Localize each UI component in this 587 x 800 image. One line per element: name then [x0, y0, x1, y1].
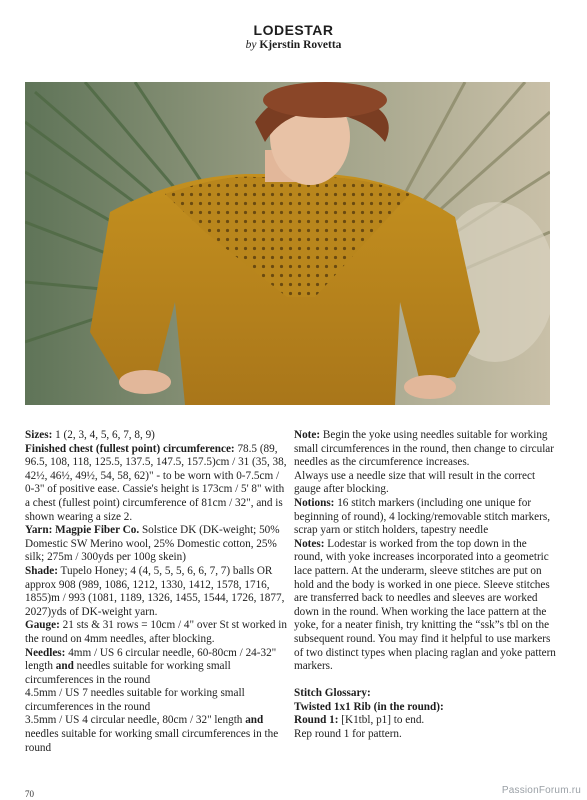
- chest-label: Finished chest (fullest point) circumference:: [25, 442, 235, 455]
- glossary-heading: [294, 687, 556, 701]
- pattern-details-left: [25, 429, 287, 755]
- needles-and-3: and: [245, 714, 264, 727]
- repeat-instruction: Rep round 1 for pattern.: [294, 728, 402, 741]
- chest-paragraph: [25, 443, 287, 525]
- model-photo: [25, 82, 550, 405]
- needles-line2: 4.5mm / US 7 needles suitable for working small circumferences in the round: [25, 687, 245, 713]
- notions-paragraph: [294, 497, 556, 538]
- needles-paragraph: [25, 647, 287, 688]
- pattern-details-right: [294, 429, 556, 742]
- note-gauge-reminder: Always use a needle size that will result in the correct gauge after blocking.: [294, 469, 536, 496]
- notions-text: 16 stitch markers (including one unique for beginning of round), 4 locking/removable stitch markers, scrap yarn or stitch holders, tapestry needle: [294, 496, 551, 537]
- needles-line3b: needles suitable for working small circumferences in the round: [25, 728, 279, 754]
- gauge-text: 21 sts & 31 rows = 10cm / 4" over St st worked in the round on 4mm needles, after blocking.: [25, 619, 287, 645]
- note-label: Note:: [294, 429, 321, 441]
- needles-line3: [25, 714, 287, 755]
- glossary-heading-text: Stitch Glossary:: [294, 687, 371, 700]
- section-spacer: [294, 674, 556, 688]
- round-label: Round 1:: [294, 714, 339, 727]
- gauge-label: Gauge:: [25, 619, 60, 632]
- gauge-paragraph: [25, 619, 287, 646]
- notes-paragraph: [294, 538, 556, 674]
- needles-and-1: and: [55, 660, 74, 673]
- sizes-paragraph: [25, 429, 287, 443]
- chest-text: 78.5 (89, 96.5, 108, 118, 125.5, 137.5, 147.5, 157.5)cm / 31 (35, 38, 42½, 46½, 49½, 54, 58, 62)" - to be worn with 0-7.5cm / 0-3" of positive ease. Cassie's height is 173cm / 5' 8" with a chest (fullest point) circumference of 81cm / 32", and is shown wearing a size 2.: [25, 442, 287, 523]
- sizes-text: 1 (2, 3, 4, 5, 6, 7, 8, 9): [52, 429, 155, 441]
- needles-line1a: 4mm / US 6 circular needle, 60-80cm / 24-32" length: [25, 646, 277, 673]
- designer-byline: [0, 39, 587, 51]
- watermark: PassionForum.ru: [501, 785, 581, 796]
- byline-prefix: by: [245, 39, 257, 51]
- rib-title-text: Twisted 1x1 Rib (in the round):: [294, 700, 444, 713]
- yarn-text: Solstice DK (DK-weight; 50% Domestic SW Merino wool, 25% Domestic cotton, 25% silk; 275m / 300yds per 100g skein): [25, 524, 280, 564]
- pattern-title: LODESTAR: [253, 22, 334, 38]
- yarn-paragraph: [25, 524, 287, 565]
- notes-label: Notes:: [294, 537, 325, 550]
- shade-text: Tupelo Honey; 4 (4, 5, 5, 5, 6, 6, 7, 7) balls OR approx 908 (989, 1086, 1212, 1330, 1412, 1578, 1716, 1855)m / 993 (1081, 1189, 1326, 1455, 1544, 1726, 1877, 2027)yds of DK-weight yarn.: [25, 564, 285, 618]
- page-number: 70: [25, 789, 34, 799]
- designer-name: Kjerstin Rovetta: [259, 39, 342, 51]
- round-instruction: [294, 714, 556, 728]
- sizes-label: Sizes:: [25, 429, 53, 441]
- needles-line3a: 3.5mm / US 4 circular needle, 80cm / 32" length: [25, 714, 246, 727]
- shade-paragraph: [25, 565, 287, 619]
- note-text: Begin the yoke using needles suitable for working small circumferences in the round, then change to circular needles as the circumference increases.: [294, 429, 555, 469]
- rib-title: [294, 701, 556, 715]
- note-paragraph: [294, 429, 556, 470]
- needles-label: Needles:: [25, 646, 66, 659]
- needles-line1b: needles suitable for working small circumferences in the round: [25, 660, 231, 686]
- round-text: [K1tbl, p1] to end.: [338, 714, 425, 727]
- shade-label: Shade:: [25, 564, 58, 577]
- notes-text: Lodestar is worked from the top down in the round, with yoke increases incorporated into a geometric lace pattern. At the underarm, sleeve stitches are put on hold and the body is worked in one piece. Sleeve stitches are transferred back to needles and sleeves are worked down in the round. When working the lace pattern at the yoke, for a neater finish, try knitting the “ssk”s tbl on the subsequent round. You may find it helpful to use markers of two distinct types when placing raglan and yoke pattern markers.: [294, 537, 556, 673]
- notions-label: Notions:: [294, 496, 335, 509]
- yarn-label: Yarn: Magpie Fiber Co.: [25, 524, 140, 537]
- photo-illustration: [25, 82, 550, 405]
